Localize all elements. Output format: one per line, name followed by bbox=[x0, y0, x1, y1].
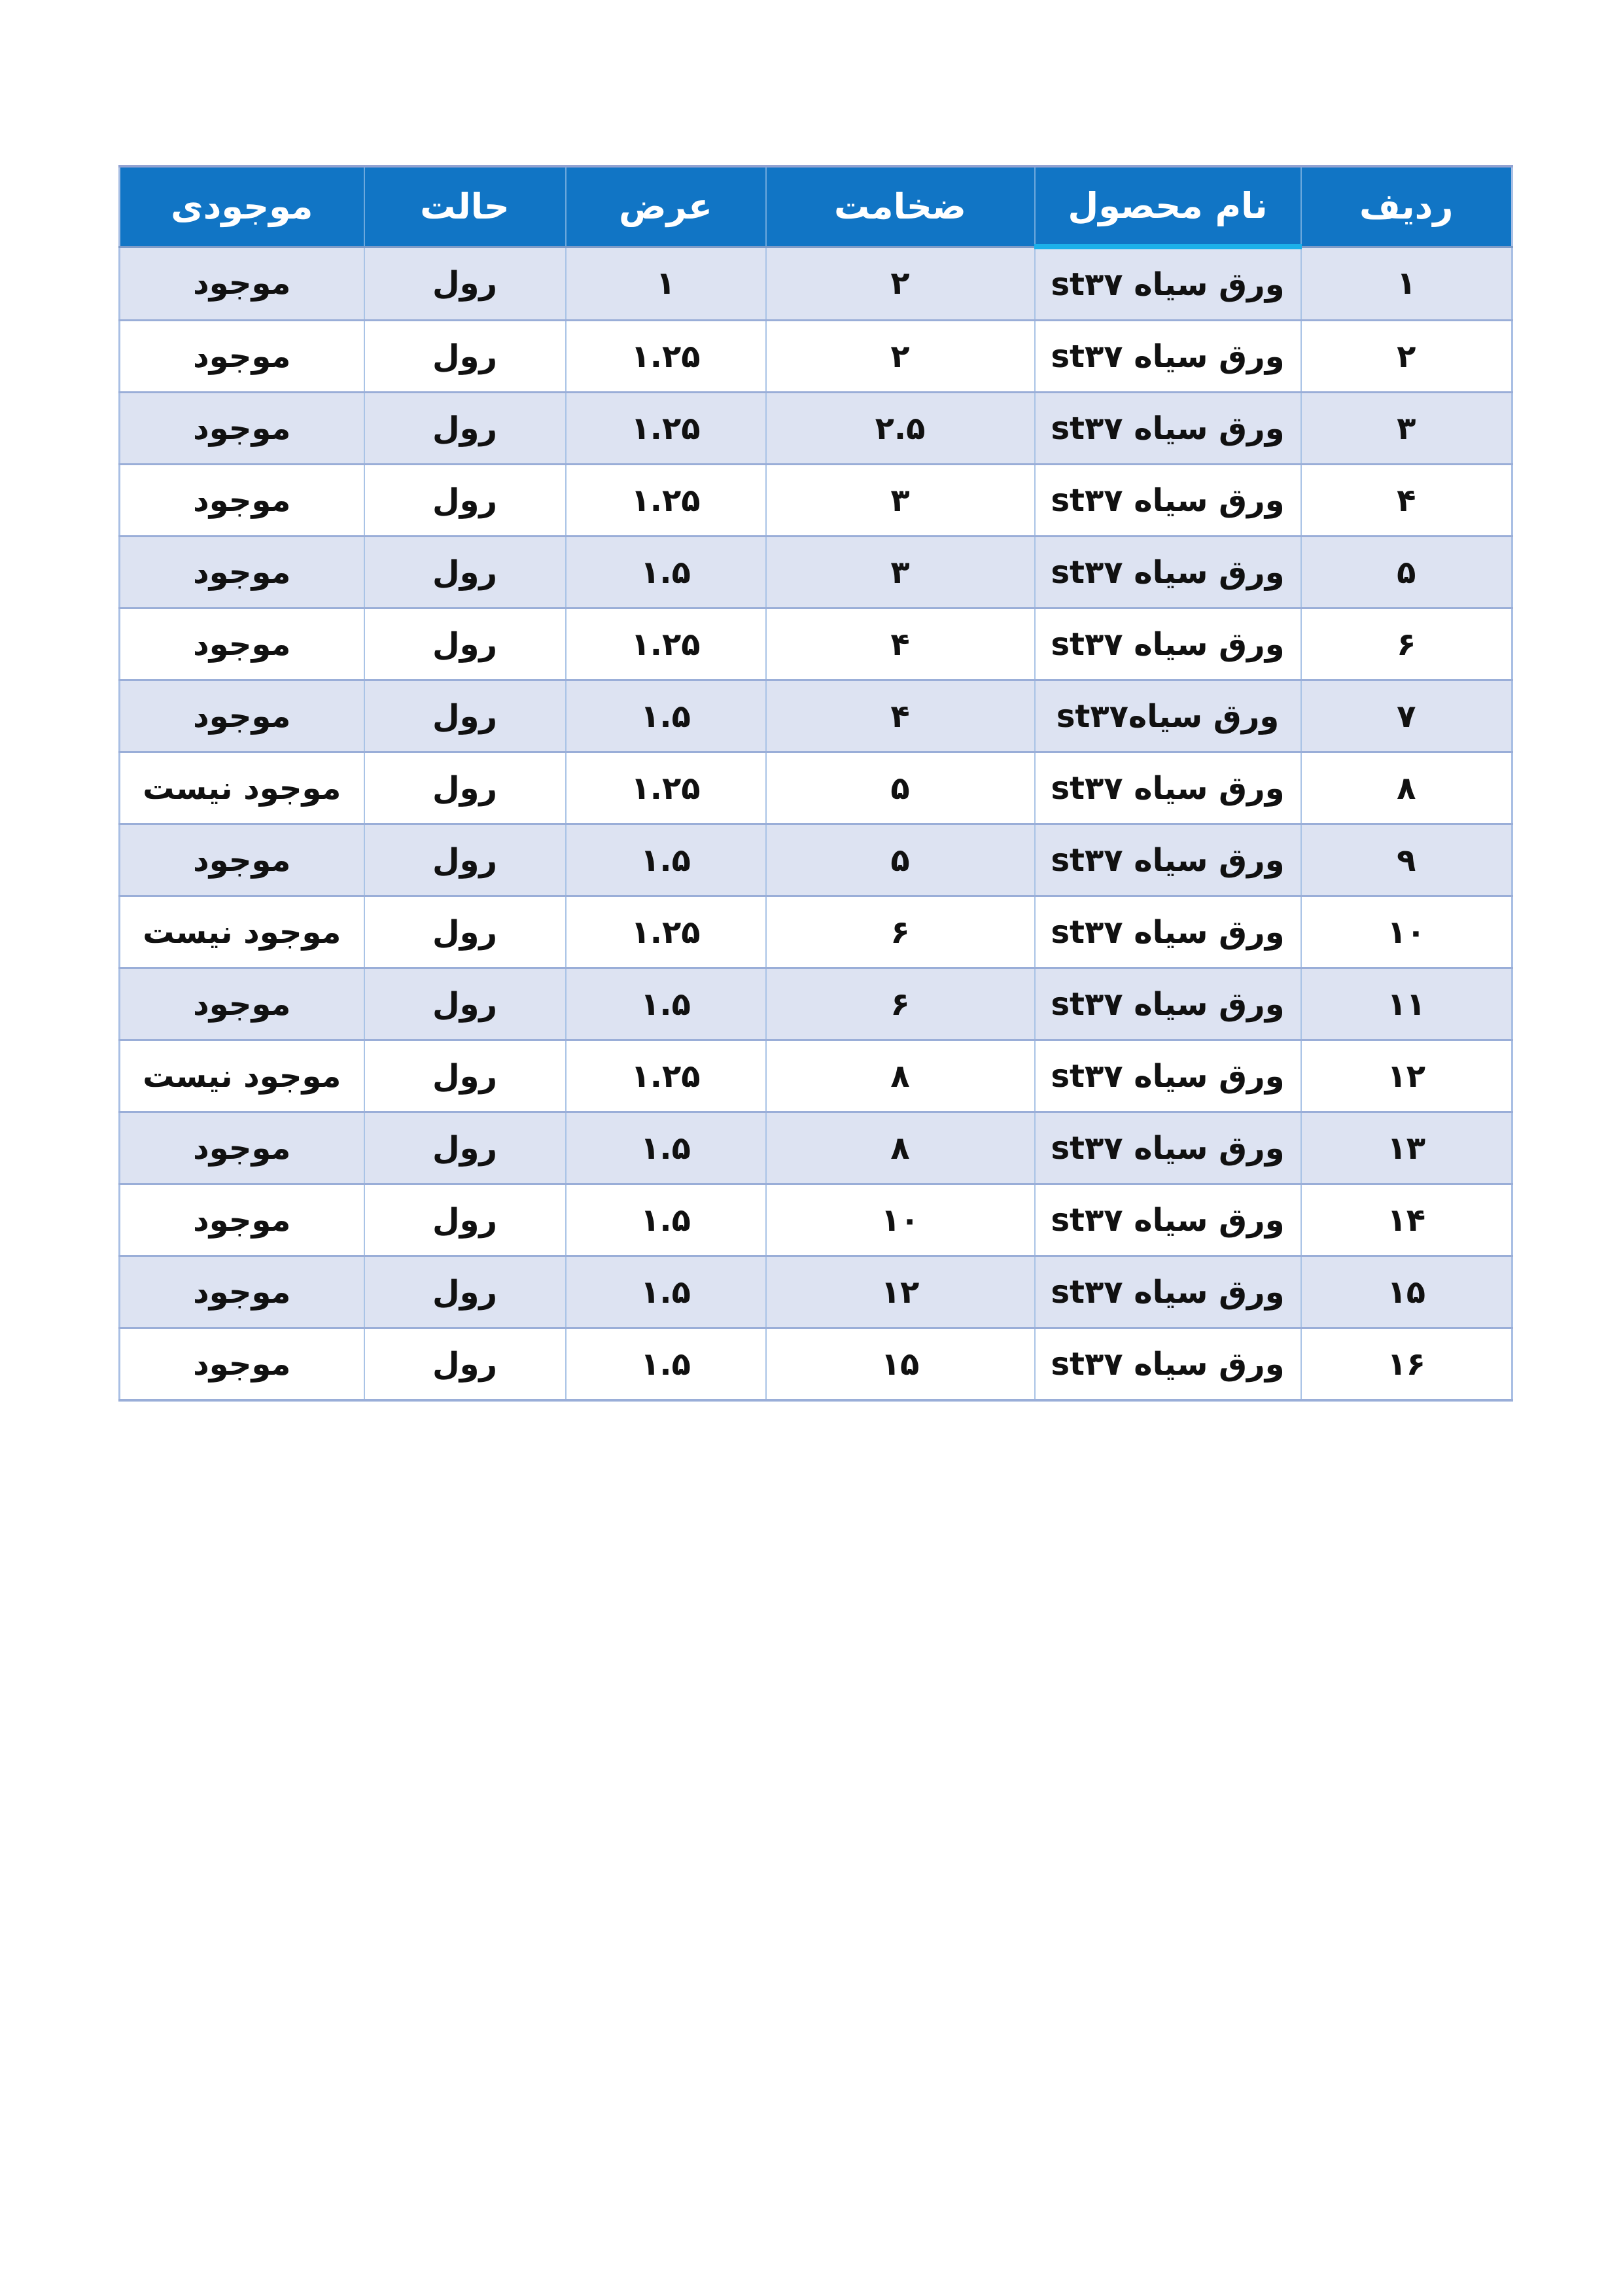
cell-thickness: ۳ bbox=[766, 465, 1035, 537]
cell-radif: ۱۰ bbox=[1301, 896, 1512, 968]
cell-stock: موجود bbox=[120, 1184, 364, 1256]
cell-thickness: ۲.۵ bbox=[766, 393, 1035, 465]
cell-width: ۱.۲۵ bbox=[566, 896, 766, 968]
cell-thickness: ۱۰ bbox=[766, 1184, 1035, 1256]
cell-width: ۱.۲۵ bbox=[566, 752, 766, 824]
table-row bbox=[120, 1184, 1512, 1256]
cell-thickness: ۴ bbox=[766, 609, 1035, 680]
cell-product: ورق سیاه st۳۷ bbox=[1035, 896, 1301, 968]
cell-product: ورق سیاه st۳۷ bbox=[1035, 321, 1301, 393]
cell-state: رول bbox=[364, 1040, 566, 1112]
cell-radif: ۹ bbox=[1301, 824, 1512, 896]
header-radif: ردیف bbox=[1301, 166, 1512, 247]
cell-stock: موجود bbox=[120, 1328, 364, 1401]
cell-state: رول bbox=[364, 321, 566, 393]
cell-product: ورق سیاه st۳۷ bbox=[1035, 393, 1301, 465]
cell-stock: موجود bbox=[120, 1256, 364, 1328]
cell-radif: ۲ bbox=[1301, 321, 1512, 393]
table-row bbox=[120, 824, 1512, 896]
cell-width: ۱.۲۵ bbox=[566, 465, 766, 537]
cell-state: رول bbox=[364, 824, 566, 896]
cell-radif: ۸ bbox=[1301, 752, 1512, 824]
cell-width: ۱.۵ bbox=[566, 1256, 766, 1328]
cell-thickness: ۲ bbox=[766, 321, 1035, 393]
cell-product: ورق سیاه st۳۷ bbox=[1035, 1256, 1301, 1328]
cell-stock: موجود bbox=[120, 968, 364, 1040]
inventory-table bbox=[118, 165, 1513, 1402]
cell-width: ۱ bbox=[566, 247, 766, 321]
cell-radif: ۱۶ bbox=[1301, 1328, 1512, 1401]
header-stock: موجودی bbox=[120, 166, 364, 247]
cell-thickness: ۸ bbox=[766, 1112, 1035, 1184]
cell-stock: موجود bbox=[120, 537, 364, 609]
cell-stock: موجود نیست bbox=[120, 1040, 364, 1112]
cell-stock: موجود bbox=[120, 465, 364, 537]
cell-width: ۱.۲۵ bbox=[566, 1040, 766, 1112]
cell-radif: ۱۲ bbox=[1301, 1040, 1512, 1112]
cell-product: ورق سیاه st۳۷ bbox=[1035, 609, 1301, 680]
cell-radif: ۴ bbox=[1301, 465, 1512, 537]
cell-radif: ۳ bbox=[1301, 393, 1512, 465]
header-thickness: ضخامت bbox=[766, 166, 1035, 247]
cell-state: رول bbox=[364, 896, 566, 968]
cell-radif: ۱۵ bbox=[1301, 1256, 1512, 1328]
cell-stock: موجود نیست bbox=[120, 896, 364, 968]
cell-stock: موجود نیست bbox=[120, 752, 364, 824]
table-row bbox=[120, 1112, 1512, 1184]
table-header-row bbox=[120, 166, 1512, 247]
cell-state: رول bbox=[364, 1184, 566, 1256]
cell-thickness: ۵ bbox=[766, 752, 1035, 824]
table-row bbox=[120, 537, 1512, 609]
cell-product: ورق سیاه st۳۷ bbox=[1035, 537, 1301, 609]
cell-thickness: ۸ bbox=[766, 1040, 1035, 1112]
table-row bbox=[120, 609, 1512, 680]
cell-width: ۱.۵ bbox=[566, 1112, 766, 1184]
cell-thickness: ۱۲ bbox=[766, 1256, 1035, 1328]
table-row bbox=[120, 680, 1512, 752]
cell-thickness: ۲ bbox=[766, 247, 1035, 321]
cell-state: رول bbox=[364, 968, 566, 1040]
cell-radif: ۶ bbox=[1301, 609, 1512, 680]
table-row bbox=[120, 321, 1512, 393]
cell-product: ورق سیاه st۳۷ bbox=[1035, 465, 1301, 537]
table-row bbox=[120, 393, 1512, 465]
cell-product: ورق سیاه st۳۷ bbox=[1035, 824, 1301, 896]
cell-width: ۱.۵ bbox=[566, 824, 766, 896]
table-row bbox=[120, 1256, 1512, 1328]
cell-width: ۱.۲۵ bbox=[566, 609, 766, 680]
cell-stock: موجود bbox=[120, 321, 364, 393]
cell-state: رول bbox=[364, 1256, 566, 1328]
table-row bbox=[120, 1040, 1512, 1112]
cell-product: ورق سیاه st۳۷ bbox=[1035, 247, 1301, 321]
cell-width: ۱.۵ bbox=[566, 537, 766, 609]
cell-product: ورق سیاه st۳۷ bbox=[1035, 1328, 1301, 1401]
cell-thickness: ۱۵ bbox=[766, 1328, 1035, 1401]
cell-stock: موجود bbox=[120, 393, 364, 465]
cell-stock: موجود bbox=[120, 824, 364, 896]
cell-stock: موجود bbox=[120, 247, 364, 321]
cell-thickness: ۴ bbox=[766, 680, 1035, 752]
header-product: نام محصول bbox=[1035, 166, 1301, 247]
cell-product: ورق سیاه st۳۷ bbox=[1035, 752, 1301, 824]
cell-state: رول bbox=[364, 393, 566, 465]
cell-state: رول bbox=[364, 680, 566, 752]
cell-stock: موجود bbox=[120, 680, 364, 752]
cell-product: ورق سیاه st۳۷ bbox=[1035, 1040, 1301, 1112]
cell-thickness: ۶ bbox=[766, 896, 1035, 968]
table-row bbox=[120, 465, 1512, 537]
cell-state: رول bbox=[364, 537, 566, 609]
cell-state: رول bbox=[364, 1328, 566, 1401]
cell-radif: ۱ bbox=[1301, 247, 1512, 321]
cell-product: ورق سیاهst۳۷ bbox=[1035, 680, 1301, 752]
cell-state: رول bbox=[364, 465, 566, 537]
cell-product: ورق سیاه st۳۷ bbox=[1035, 1184, 1301, 1256]
cell-product: ورق سیاه st۳۷ bbox=[1035, 968, 1301, 1040]
table-row bbox=[120, 1328, 1512, 1401]
cell-thickness: ۶ bbox=[766, 968, 1035, 1040]
table-row bbox=[120, 752, 1512, 824]
table-row bbox=[120, 247, 1512, 321]
cell-radif: ۷ bbox=[1301, 680, 1512, 752]
header-state: حالت bbox=[364, 166, 566, 247]
cell-stock: موجود bbox=[120, 1112, 364, 1184]
cell-radif: ۱۴ bbox=[1301, 1184, 1512, 1256]
table-body bbox=[120, 247, 1512, 1400]
cell-radif: ۱۱ bbox=[1301, 968, 1512, 1040]
cell-width: ۱.۲۵ bbox=[566, 393, 766, 465]
cell-thickness: ۳ bbox=[766, 537, 1035, 609]
cell-state: رول bbox=[364, 247, 566, 321]
cell-thickness: ۵ bbox=[766, 824, 1035, 896]
cell-radif: ۱۳ bbox=[1301, 1112, 1512, 1184]
cell-state: رول bbox=[364, 1112, 566, 1184]
table-row bbox=[120, 896, 1512, 968]
cell-width: ۱.۵ bbox=[566, 680, 766, 752]
table-row bbox=[120, 968, 1512, 1040]
cell-width: ۱.۵ bbox=[566, 1184, 766, 1256]
cell-width: ۱.۵ bbox=[566, 1328, 766, 1401]
cell-width: ۱.۲۵ bbox=[566, 321, 766, 393]
cell-width: ۱.۵ bbox=[566, 968, 766, 1040]
cell-radif: ۵ bbox=[1301, 537, 1512, 609]
cell-state: رول bbox=[364, 752, 566, 824]
header-width: عرض bbox=[566, 166, 766, 247]
cell-state: رول bbox=[364, 609, 566, 680]
cell-product: ورق سیاه st۳۷ bbox=[1035, 1112, 1301, 1184]
cell-stock: موجود bbox=[120, 609, 364, 680]
